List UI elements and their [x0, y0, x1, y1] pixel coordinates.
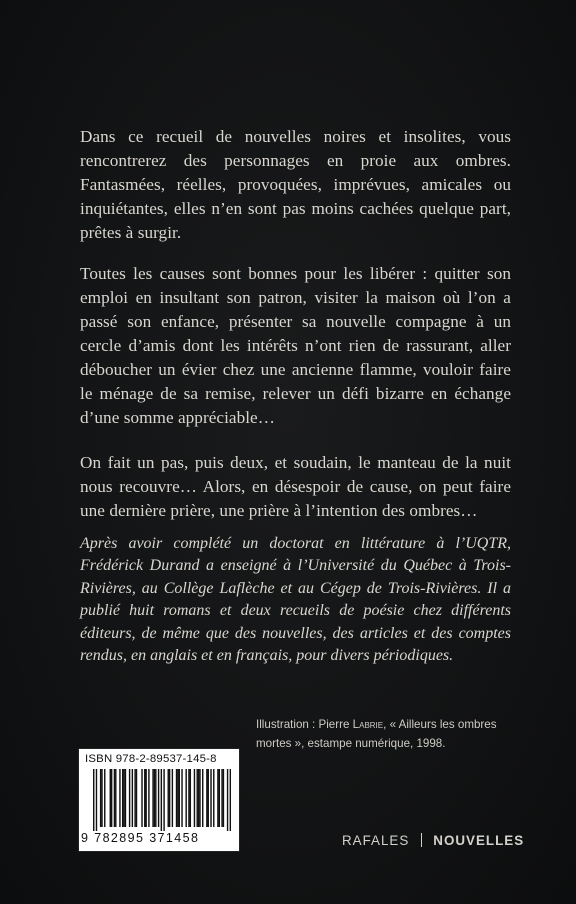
synopsis-paragraph-1: Dans ce recueil de nouvelles noires et insolites, vous rencontrerez des personnages en proie aux ombres. Fantasmées, réelles, provoquées, imprévues, amicales ou inquiétantes, elles n’en sont pas moins cachées quelque part, prêtes à surgir.	[80, 127, 511, 242]
genre-name: NOUVELLES	[433, 833, 525, 848]
series-label	[342, 833, 524, 848]
isbn-label: ISBN 978-2-89537-145-8	[85, 753, 217, 765]
illustration-artist-surname: Labrie	[352, 718, 384, 731]
synopsis-paragraph-2: Toutes les causes sont bonnes pour les libérer : quitter son emploi en insultant son patron, visiter la maison où l’on a passé son enfance, présenter sa nouvelle compagne à un cercle d’amis dont les intérêts n’ont rien de rassurant, aller déboucher un évier chez une ancienne flamme, vouloir faire le ménage de sa remise, relever un défi bizarre en échange d’une somme appréciable…	[80, 264, 511, 427]
illustration-credit-prefix: Illustration : Pierre	[256, 718, 353, 731]
illustration-credit	[256, 715, 516, 753]
illustration-credit-line2: mortes », estampe numérique, 1998.	[256, 737, 446, 750]
collection-name: RAFALES	[342, 833, 410, 848]
author-bio: Après avoir complété un doctorat en littérature à l’UQTR, Frédérick Durand a enseigné à l’Université du Québec à Trois-Rivières, au Collège Laflèche et au Cégep de Trois-Rivières. Il a publié huit romans et deux recueils de poésie chez différents éditeurs, de même que des nouvelles, des articles et des comptes rendus, en anglais et en français, pour divers périodiques.	[80, 535, 511, 665]
ean-digits: 9 782895 371458	[81, 831, 200, 845]
barcode-bars	[93, 769, 231, 831]
isbn-barcode	[78, 748, 240, 852]
series-divider	[421, 833, 422, 847]
synopsis-paragraph-3: On fait un pas, puis deux, et soudain, le manteau de la nuit nous recouvre… Alors, en désespoir de cause, on peut faire une dernière prière, une prière à l’intention des ombres…	[80, 453, 511, 520]
illustration-title-part: , « Ailleurs les ombres	[383, 718, 497, 731]
